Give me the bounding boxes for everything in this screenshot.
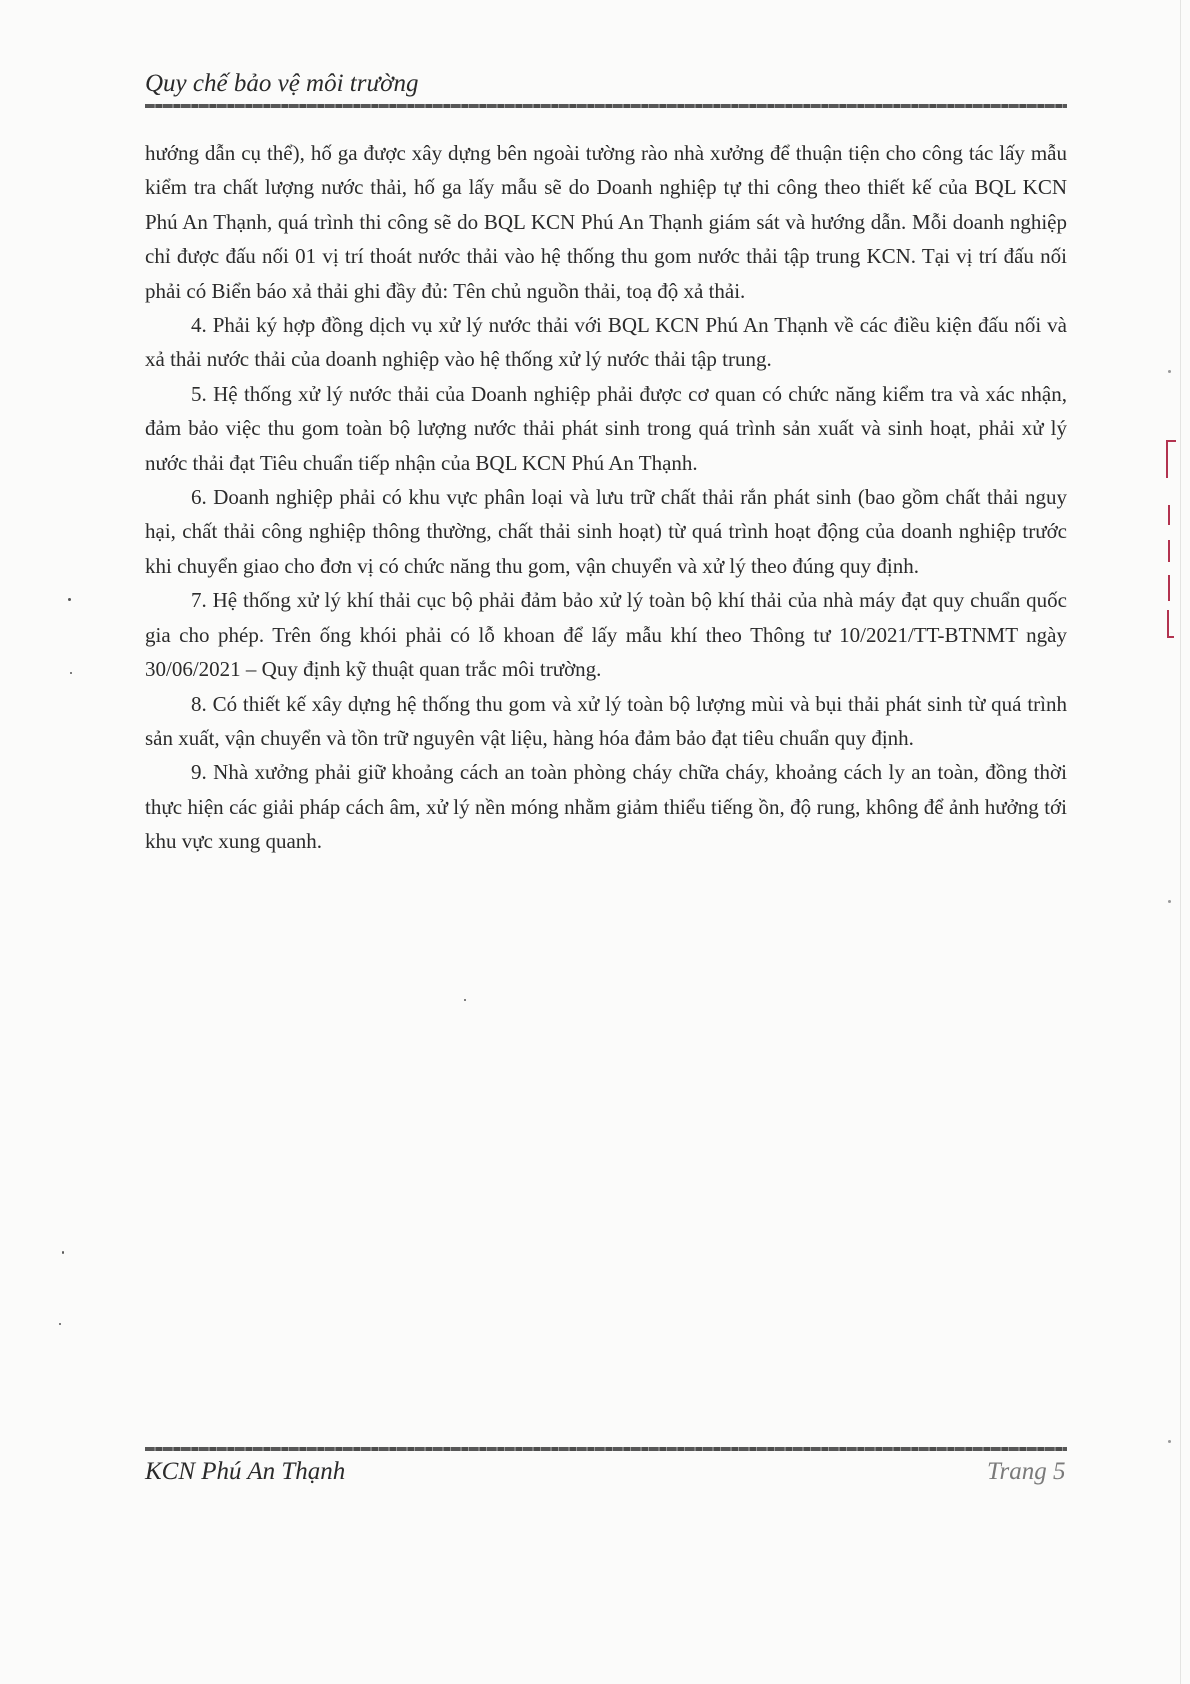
margin-handwriting-mark	[1168, 540, 1176, 562]
item-9: 9. Nhà xưởng phải giữ khoảng cách an toàn phòng cháy chữa cháy, khoảng cách ly an toàn, đồng thời thực hiện các giải pháp cách âm, xử lý nền móng nhằm giảm thiểu tiếng ồn, độ rung, không để ảnh hưởng tới khu vực xung quanh.	[145, 760, 1067, 854]
scan-speck	[1168, 900, 1171, 903]
page-number: Trang 5	[987, 1458, 1066, 1485]
item-4: 4. Phải ký hợp đồng dịch vụ xử lý nước thải với BQL KCN Phú An Thạnh về các điều kiện đấu nối và xả thải nước thải của doanh nghiệp vào hệ thống xử lý nước thải tập trung.	[145, 313, 1067, 372]
scan-speck	[62, 1251, 64, 1254]
scan-speck	[59, 1323, 61, 1325]
scan-speck	[68, 598, 71, 601]
margin-handwriting-mark	[1168, 505, 1170, 525]
paragraph-continuation: hướng dẫn cụ thể), hố ga được xây dựng bên ngoài tường rào nhà xưởng để thuận tiện cho công tác lấy mẫu kiểm tra chất lượng nước thải, hố ga lấy mẫu sẽ do Doanh nghiệp tự thi công theo thiết kế của BQL KCN Phú An Thạnh, quá trình thi công sẽ do BQL KCN Phú An Thạnh giám sát và hướng dẫn. Mỗi doanh nghiệp chỉ được đấu nối 01 vị trí thoát nước thải vào hệ thống thu gom nước thải tập trung KCN. Tại vị trí đấu nối phải có Biển báo xả thải ghi đầy đủ: Tên chủ nguồn thải, toạ độ xả thải.	[145, 141, 1067, 303]
item-8: 8. Có thiết kế xây dựng hệ thống thu gom và xử lý toàn bộ lượng mùi và bụi thải phát sinh từ quá trình sản xuất, vận chuyển và tồn trữ nguyên vật liệu, hàng hóa đảm bảo đạt tiêu chuẩn quy định.	[145, 691, 1067, 750]
body-text	[145, 136, 1067, 859]
scan-speck	[464, 999, 466, 1001]
scan-speck	[70, 672, 72, 674]
item-6: 6. Doanh nghiệp phải có khu vực phân loại và lưu trữ chất thải rắn phát sinh (bao gồm chất thải nguy hại, chất thải công nghiệp thông thường, chất thải sinh hoạt) từ quá trình hoạt động của doanh nghiệp trước khi chuyển giao cho đơn vị có chức năng thu gom, vận chuyển và xử lý theo đúng quy định.	[145, 485, 1067, 578]
item-7: 7. Hệ thống xử lý khí thải cục bộ phải đảm bảo xử lý toàn bộ khí thải của nhà máy đạt quy chuẩn quốc gia cho phép. Trên ống khói phải có lỗ khoan để lấy mẫu khí theo Thông tư 10/2021/TT-BTNMT ngày 30/06/2021 – Quy định kỹ thuật quan trắc môi trường.	[145, 588, 1067, 682]
header-rule	[145, 104, 1067, 108]
footer-org-name: KCN Phú An Thạnh	[145, 1458, 346, 1485]
scan-speck	[1168, 370, 1171, 373]
item-5: 5. Hệ thống xử lý nước thải của Doanh nghiệp phải được cơ quan có chức năng kiểm tra và xác nhận, đảm bảo việc thu gom toàn bộ lượng nước thải phát sinh trong quá trình sản xuất và sinh hoạt, phải xử lý nước thải đạt Tiêu chuẩn tiếp nhận của BQL KCN Phú An Thạnh.	[145, 381, 1067, 475]
margin-handwriting-mark	[1168, 575, 1170, 601]
margin-handwriting-mark	[1167, 610, 1174, 638]
margin-handwriting-mark	[1166, 440, 1176, 478]
page-edge	[1180, 0, 1181, 1684]
header-title: Quy chế bảo vệ môi trường	[145, 70, 419, 97]
scan-speck	[1168, 1440, 1171, 1443]
footer-rule	[145, 1447, 1067, 1451]
